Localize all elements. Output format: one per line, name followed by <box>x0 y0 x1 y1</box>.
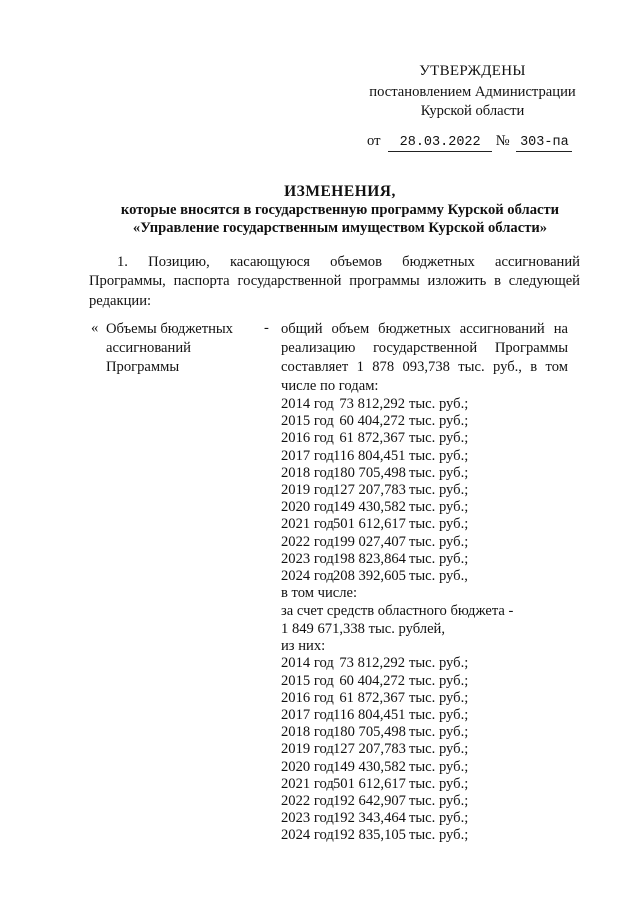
year: 2017 год <box>281 447 334 464</box>
year: 2015 год <box>281 413 334 430</box>
intro-line: реализацию государственной Программы <box>281 340 568 356</box>
year-row <box>281 551 568 568</box>
approval-issuer: постановлением Администрации <box>369 84 576 100</box>
amount: 149 430,582 <box>333 499 406 516</box>
amount: 192 642,907 <box>333 792 406 809</box>
year-row <box>281 741 568 758</box>
year-row <box>281 465 568 482</box>
unit: тыс. руб.; <box>409 396 469 412</box>
year-row <box>281 482 568 499</box>
date-prefix: от <box>367 133 381 149</box>
year: 2019 год <box>281 481 334 498</box>
label-line: Программы <box>106 359 180 375</box>
amount: 127 207,783 <box>333 481 406 498</box>
amount: 501 612,617 <box>333 775 406 792</box>
including-label: в том числе: <box>281 585 358 602</box>
amount: 61 872,367 <box>339 689 405 706</box>
year-row <box>281 673 568 690</box>
year: 2019 год <box>281 741 334 758</box>
year: 2017 год <box>281 707 334 723</box>
unit: тыс. руб.; <box>409 792 469 809</box>
unit: тыс. руб.; <box>409 447 469 464</box>
amount: 116 804,451 <box>333 707 406 723</box>
table-label <box>106 320 233 377</box>
unit: тыс. руб.; <box>409 464 469 481</box>
approval-title: УТВЕРЖДЕНЫ <box>419 63 526 79</box>
intro-line: общий объем бюджетных ассигнований на <box>281 321 568 337</box>
year: 2021 год <box>281 775 334 792</box>
year-row <box>281 568 568 585</box>
unit: тыс. руб.; <box>409 533 469 550</box>
decree-date: 28.03.2022 <box>388 134 492 152</box>
unit: тыс. руб.; <box>409 707 469 723</box>
regional-budget-total: 1 849 671,338 тыс. рублей, <box>281 621 446 638</box>
program-name: «Управление государственным имуществом Курской области» <box>132 220 548 236</box>
unit: тыс. руб., <box>409 567 468 584</box>
approval-region: Курской области <box>420 103 525 119</box>
year: 2020 год <box>281 499 334 516</box>
year: 2014 год <box>281 396 334 412</box>
unit: тыс. руб.; <box>409 775 469 792</box>
amount: 127 207,783 <box>333 741 406 758</box>
amount: 199 027,407 <box>333 533 406 550</box>
unit: тыс. руб.; <box>409 689 469 706</box>
year-row <box>281 707 568 724</box>
document-subtitle: которые вносятся в государственную программу Курской области <box>120 202 560 218</box>
year: 2023 год <box>281 810 334 827</box>
amount: 60 404,272 <box>339 413 405 430</box>
year-row <box>281 759 568 776</box>
year: 2018 год <box>281 464 334 481</box>
amount: 208 392,605 <box>333 567 406 584</box>
year-row <box>281 724 568 741</box>
year-row <box>281 776 568 793</box>
year: 2016 год <box>281 689 334 706</box>
unit: тыс. руб.; <box>409 499 469 516</box>
year: 2023 год <box>281 550 334 567</box>
decree-number: 303-па <box>516 134 572 152</box>
unit: тыс. руб.; <box>409 430 469 447</box>
year-row <box>281 810 568 827</box>
year: 2021 год <box>281 516 334 533</box>
separator-dash: - <box>264 320 269 336</box>
intro-line: числе по годам: <box>281 378 379 394</box>
unit: тыс. руб.; <box>409 758 469 775</box>
opening-quote: « <box>91 320 99 336</box>
unit: тыс. руб.; <box>409 550 469 567</box>
amount: 192 343,464 <box>333 810 406 827</box>
year-row <box>281 690 568 707</box>
amount: 198 823,864 <box>333 550 406 567</box>
year-row <box>281 448 568 465</box>
paragraph-line: Программы, паспорта государственной программы изложить в следующей <box>89 273 580 290</box>
amount: 180 705,498 <box>333 724 406 741</box>
unit: тыс. руб.; <box>409 672 469 689</box>
year: 2014 год <box>281 655 334 672</box>
year: 2022 год <box>281 792 334 809</box>
unit: тыс. руб.; <box>409 516 469 533</box>
amount: 192 835,105 <box>333 827 406 844</box>
year-row <box>281 534 568 551</box>
amount: 180 705,498 <box>333 464 406 481</box>
year-row <box>281 396 568 413</box>
unit: тыс. руб.; <box>409 655 469 672</box>
total-years-list <box>281 396 568 585</box>
year-row <box>281 827 568 844</box>
year-row <box>281 655 568 672</box>
year-row <box>281 793 568 810</box>
label-line: Объемы бюджетных <box>106 321 233 337</box>
paragraph-1 <box>89 253 580 311</box>
number-prefix: № <box>495 133 510 149</box>
unit: тыс. руб.; <box>409 810 469 827</box>
year: 2015 год <box>281 672 334 689</box>
year: 2022 год <box>281 533 334 550</box>
decree-reference <box>367 133 572 152</box>
intro-line: составляет 1 878 093,738 тыс. руб., в том <box>281 359 568 375</box>
amount: 73 812,292 <box>339 396 405 412</box>
year: 2024 год <box>281 567 334 584</box>
year-row <box>281 499 568 516</box>
table-value <box>281 320 568 845</box>
regional-budget-label: за счет средств областного бюджета - <box>281 603 514 620</box>
year: 2016 год <box>281 430 334 447</box>
amount: 60 404,272 <box>339 672 405 689</box>
unit: тыс. руб.; <box>409 741 469 758</box>
unit: тыс. руб.; <box>409 724 469 741</box>
year: 2020 год <box>281 758 334 775</box>
amount: 149 430,582 <box>333 758 406 775</box>
label-line: ассигнований <box>106 340 191 356</box>
unit: тыс. руб.; <box>409 413 469 430</box>
year-row <box>281 430 568 447</box>
amount: 116 804,451 <box>333 447 406 464</box>
unit: тыс. руб.; <box>409 481 469 498</box>
year-row <box>281 413 568 430</box>
year-row <box>281 516 568 533</box>
amount: 61 872,367 <box>339 430 405 447</box>
of-them-label: из них: <box>281 638 326 655</box>
paragraph-line: 1. Позицию, касающуюся объемов бюджетных ассигнований <box>117 254 580 270</box>
document-title: ИЗМЕНЕНИЯ, <box>284 183 396 200</box>
regional-years-list <box>281 655 568 844</box>
year: 2024 год <box>281 827 334 844</box>
unit: тыс. руб.; <box>409 827 469 844</box>
year: 2018 год <box>281 724 334 741</box>
amount: 501 612,617 <box>333 516 406 533</box>
amount: 73 812,292 <box>339 655 405 672</box>
paragraph-line: редакции: <box>89 292 152 309</box>
